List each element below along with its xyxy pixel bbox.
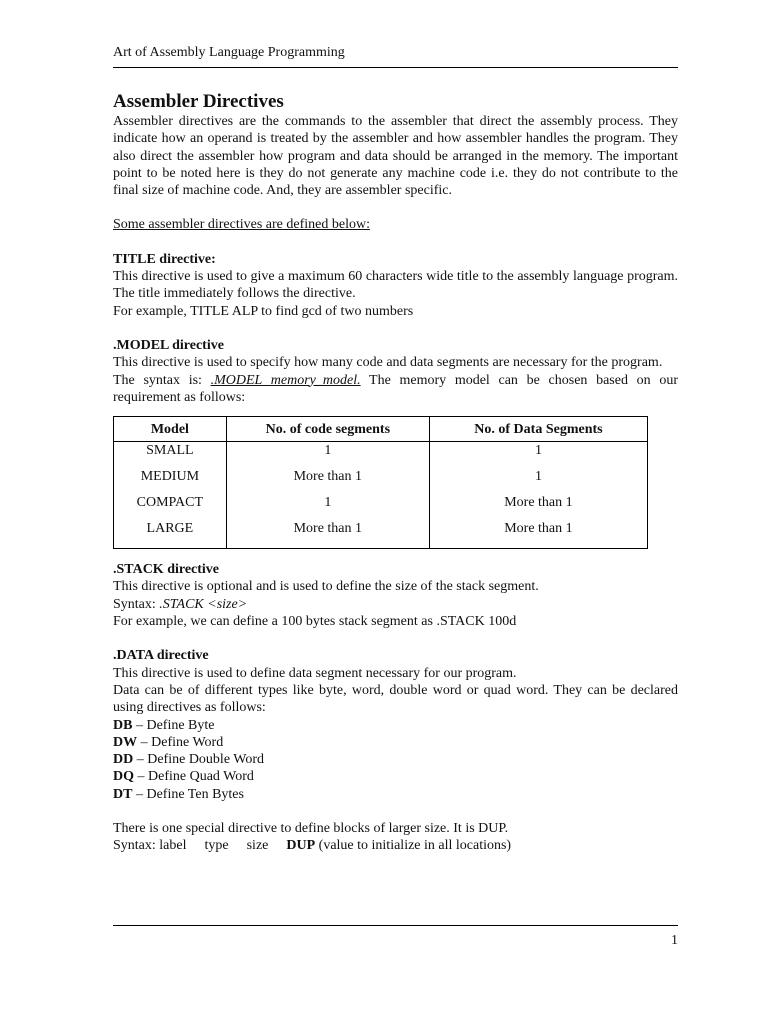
table-row	[114, 494, 648, 520]
table-header-code-segments: No. of code segments	[226, 417, 429, 442]
model-syntax: .MODEL memory_model.	[210, 372, 361, 388]
definition-dw: DW – Define Word	[113, 734, 224, 750]
page-number: 1	[671, 933, 678, 948]
data-types-text: Data can be of different types like byte, word, double word or quad word. They can be declared using directives as follows:	[113, 682, 678, 716]
table-cell: LARGE	[114, 520, 227, 549]
page-content	[113, 92, 678, 855]
dup-syntax: Syntax: label type size DUP (value to initialize in all locations)	[113, 838, 512, 854]
table-cell: More than 1	[226, 520, 429, 549]
definition-dq: DQ – Define Quad Word	[113, 769, 254, 785]
memory-model-table	[113, 416, 648, 549]
stack-directive-text: This directive is optional and is used to define the size of the stack segment.	[113, 579, 539, 595]
model-directive-text: This directive is used to specify how many code and data segments are necessary for the program.	[113, 355, 663, 371]
stack-directive-heading: .STACK directive	[113, 562, 220, 578]
table-cell: 1	[429, 468, 647, 494]
definition-dd: DD – Define Double Word	[113, 752, 265, 768]
title-directive-text: This directive is used to give a maximum 60 characters wide title to the assembly language program. The title immediately follows the directive.	[113, 269, 678, 302]
intro-paragraph: Assembler directives are the commands to the assembler that direct the assembly process. They indicate how an operand is treated by the assembler and how assembler handles the program. They also direct the assembler how program and data should be arranged in the memory. The important point to be noted here is they do not generate any machine code i.e. they do not contribute to the final size of machine code. And, they are assembler specific.	[113, 114, 678, 199]
table-header-data-segments: No. of Data Segments	[429, 417, 647, 442]
dup-text: There is one special directive to define blocks of larger size. It is DUP.	[113, 821, 509, 837]
title-directive-example: For example, TITLE ALP to find gcd of two numbers	[113, 303, 414, 319]
title-directive-heading: TITLE directive:	[113, 251, 216, 267]
table-cell: MEDIUM	[114, 468, 227, 494]
table-row	[114, 442, 648, 469]
model-syntax-prefix: The syntax is:	[113, 372, 211, 388]
table-cell: COMPACT	[114, 494, 227, 520]
definition-dt: DT – Define Ten Bytes	[113, 786, 244, 802]
model-syntax-suffix: The memory model can be chosen based on our requirement as follows:	[113, 372, 679, 405]
stack-syntax: .STACK <size>	[159, 596, 248, 612]
table-cell: 1	[226, 442, 429, 469]
table-cell: More than 1	[429, 520, 647, 549]
header-rule	[113, 67, 678, 68]
table-cell: SMALL	[114, 442, 227, 469]
data-directive-text: This directive is used to define data segment necessary for our program.	[113, 665, 517, 681]
definition-db: DB – Define Byte	[113, 717, 215, 733]
running-header: Art of Assembly Language Programming	[113, 45, 345, 60]
stack-directive-example: For example, we can define a 100 bytes stack segment as .STACK 100d	[113, 614, 517, 630]
table-row	[114, 468, 648, 494]
table-header-model: Model	[114, 417, 227, 442]
model-directive-syntax	[113, 372, 678, 407]
model-directive-heading: .MODEL directive	[113, 337, 224, 353]
table-cell: 1	[226, 494, 429, 520]
list-intro: Some assembler directives are defined below:	[113, 217, 370, 233]
data-directive-heading: .DATA directive	[113, 648, 209, 664]
stack-syntax-label: Syntax:	[113, 596, 160, 612]
table-cell: More than 1	[226, 468, 429, 494]
stack-directive-syntax	[113, 596, 678, 613]
table-cell: 1	[429, 442, 647, 469]
table-row	[114, 520, 648, 549]
table-cell: More than 1	[429, 494, 647, 520]
section-title: Assembler Directives	[113, 91, 284, 112]
footer-rule	[113, 925, 678, 926]
